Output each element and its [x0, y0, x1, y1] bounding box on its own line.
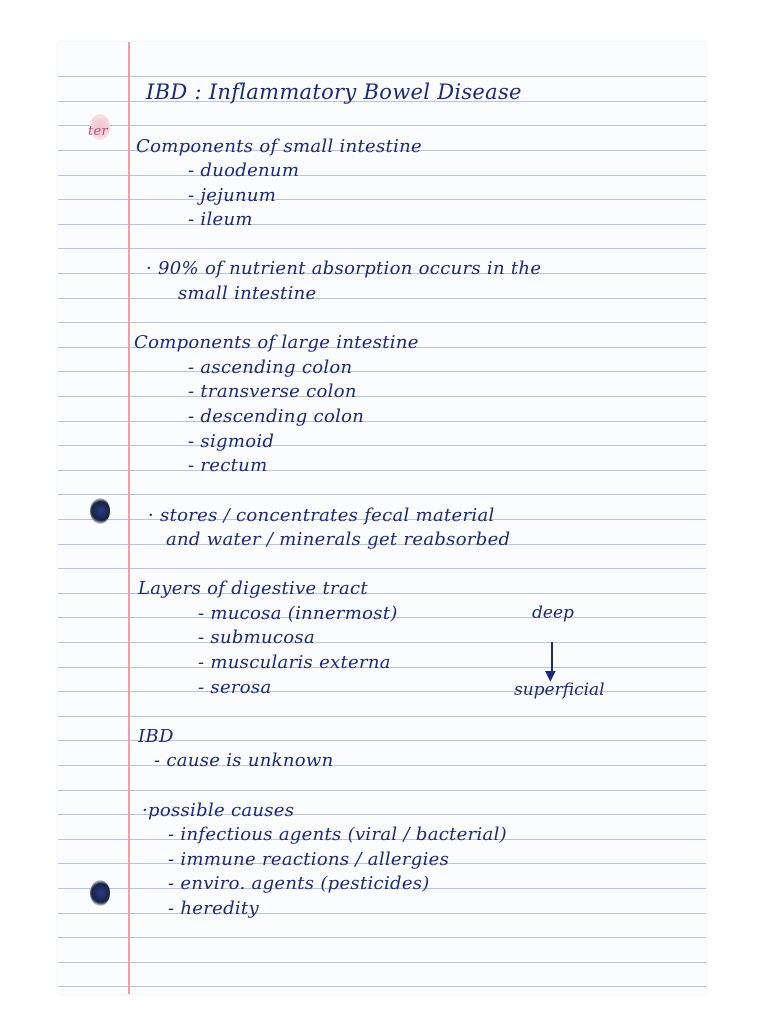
binder-hole	[90, 498, 110, 524]
large-intestine-item: - rectum	[188, 455, 268, 476]
large-intestine-item: - transverse colon	[188, 381, 357, 402]
rule-line	[58, 421, 706, 422]
large-intestine-item: - ascending colon	[188, 357, 353, 378]
rule-line	[58, 937, 706, 938]
rule-line	[58, 494, 706, 495]
absorption-note: · 90% of nutrient absorption occurs in the	[146, 258, 542, 279]
layer-item: - submucosa	[198, 627, 316, 648]
stores-note-cont: and water / minerals get reabsorbed	[166, 529, 511, 550]
possible-cause-item: - immune reactions / allergies	[168, 849, 450, 870]
small-intestine-item: - duodenum	[188, 160, 300, 181]
small-intestine-heading: Components of small intestine	[136, 136, 422, 157]
absorption-note-cont: small intestine	[178, 283, 317, 304]
small-intestine-item: - ileum	[188, 209, 253, 230]
rule-line	[58, 248, 706, 249]
rule-line	[58, 445, 706, 446]
rule-line	[58, 371, 706, 372]
small-intestine-item: - jejunum	[188, 185, 277, 206]
large-intestine-heading: Components of large intestine	[134, 332, 419, 353]
ibd-heading: IBD	[138, 726, 174, 747]
possible-causes-heading: ·possible causes	[142, 800, 295, 821]
rule-line	[58, 642, 706, 643]
ibd-cause: - cause is unknown	[154, 750, 334, 771]
rule-line	[58, 224, 706, 225]
rule-line	[58, 986, 706, 987]
deep-label: deep	[532, 603, 574, 623]
rule-line	[58, 691, 706, 692]
rule-line	[58, 322, 706, 323]
rule-line	[58, 76, 706, 77]
possible-cause-item: - heredity	[168, 898, 259, 919]
rule-line	[58, 568, 706, 569]
rule-line	[58, 716, 706, 717]
rule-line	[58, 199, 706, 200]
rule-line	[58, 913, 706, 914]
layer-item: - serosa	[198, 677, 272, 698]
possible-cause-item: - infectious agents (viral / bacterial)	[168, 824, 507, 845]
rule-line	[58, 175, 706, 176]
layer-item: - muscularis externa	[198, 652, 391, 673]
superficial-label: superficial	[514, 680, 605, 700]
rule-line	[58, 962, 706, 963]
stores-note: · stores / concentrates fecal material	[148, 505, 495, 526]
rule-line	[58, 396, 706, 397]
margin-mark: ter	[88, 124, 109, 139]
rule-line	[58, 470, 706, 471]
margin-line	[128, 42, 130, 994]
page-title: IBD : Inflammatory Bowel Disease	[146, 80, 522, 104]
rule-line	[58, 790, 706, 791]
large-intestine-item: - sigmoid	[188, 431, 275, 452]
notebook-page	[58, 42, 706, 994]
possible-cause-item: - enviro. agents (pesticides)	[168, 873, 430, 894]
layers-heading: Layers of digestive tract	[138, 578, 368, 599]
layer-item: - mucosa (innermost)	[198, 603, 398, 624]
binder-hole	[90, 880, 110, 906]
rule-line	[58, 125, 706, 126]
arrow-head-icon: ▼	[545, 668, 556, 684]
large-intestine-item: - descending colon	[188, 406, 365, 427]
rule-line	[58, 298, 706, 299]
